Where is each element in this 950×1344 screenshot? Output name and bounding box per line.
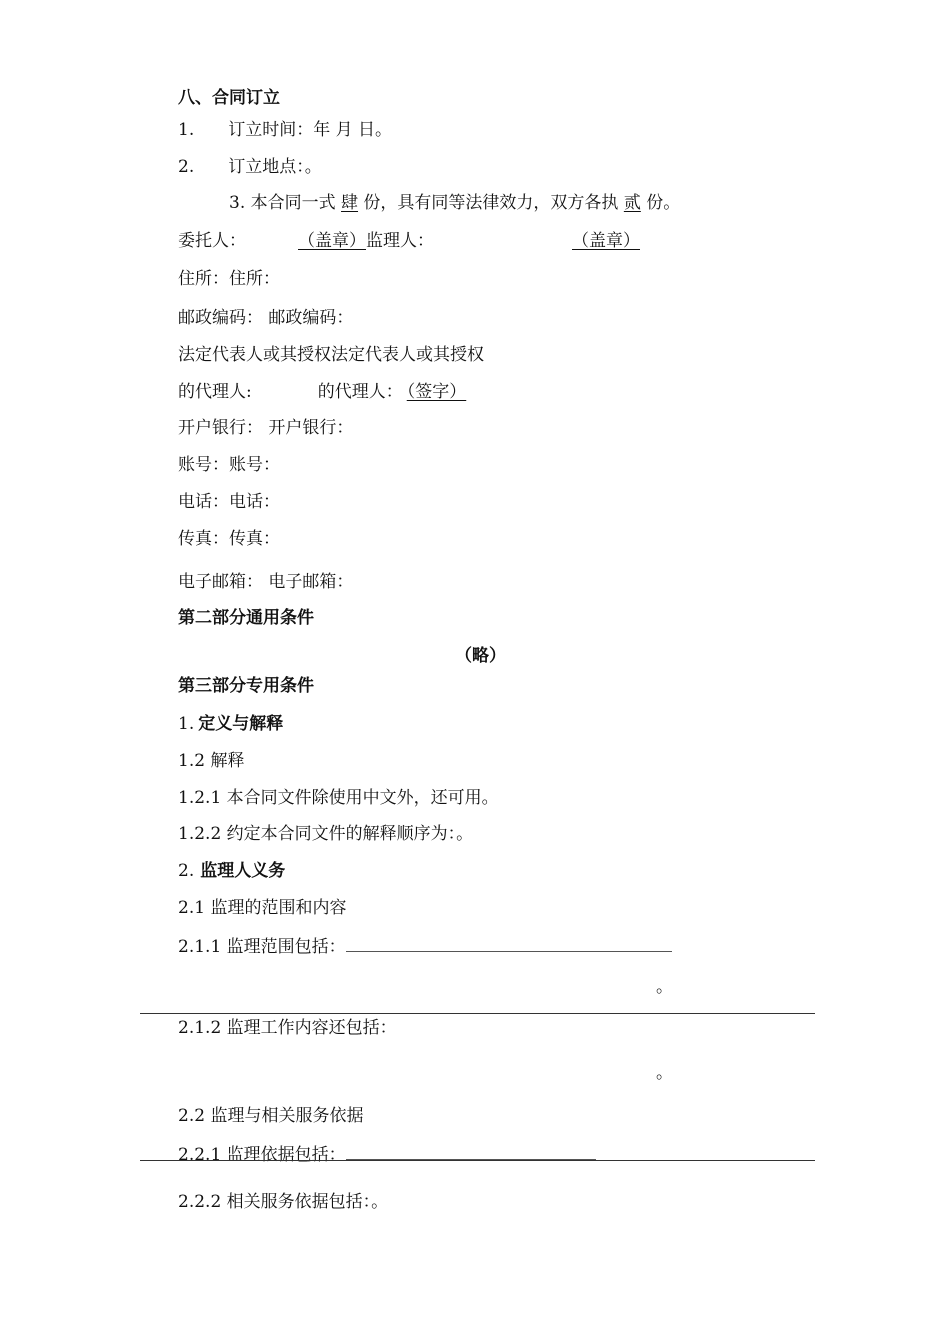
clause-2-2-2: 2.2.2 相关服务依据包括：。 bbox=[178, 1192, 389, 1212]
clause-1-2-2: 1.2.2 约定本合同文件的解释顺序为：。 bbox=[178, 824, 474, 844]
section-8-heading: 八、合同订立 bbox=[178, 88, 280, 108]
part-3-title: 第三部分专用条件 bbox=[178, 676, 314, 696]
supervisor-label: 监理人： bbox=[366, 231, 434, 251]
client-label: 委托人： bbox=[178, 231, 246, 251]
signing-time-text: 订立时间：年 月 日。 bbox=[228, 120, 393, 140]
section-2-number: 2. bbox=[178, 861, 195, 881]
basis-label: 2.2.1 监理依据包括： bbox=[178, 1145, 346, 1165]
scope-label: 2.1.1 监理范围包括： bbox=[178, 937, 346, 957]
basis-blank bbox=[346, 1143, 596, 1160]
item-signing-time bbox=[178, 120, 392, 140]
postcode-row: 邮政编码： 邮政编码： bbox=[178, 308, 354, 328]
scope-blank bbox=[346, 935, 672, 952]
content-end-period: 。 bbox=[656, 1063, 673, 1083]
section-1-number: 1. bbox=[178, 714, 195, 734]
fax-row: 传真：传真： bbox=[178, 529, 280, 549]
signing-place-text: 订立地点：。 bbox=[228, 157, 322, 177]
section-1-heading bbox=[178, 714, 283, 734]
signature-parties-row bbox=[178, 231, 648, 251]
scope-end-period: 。 bbox=[656, 977, 673, 997]
client-seal: （盖章） bbox=[298, 231, 366, 251]
clause-2-1: 2.1 监理的范围和内容 bbox=[178, 898, 347, 918]
divider-line bbox=[140, 1013, 815, 1014]
section-2-heading bbox=[178, 861, 285, 881]
copies-prefix: 3. 本合同一式 bbox=[229, 193, 342, 213]
copies-suffix: 份。 bbox=[640, 193, 681, 213]
supervisor-seal: （盖章） bbox=[572, 231, 640, 251]
phone-row: 电话：电话： bbox=[178, 492, 280, 512]
agent-signature: （签字） bbox=[406, 382, 467, 402]
section-2-title: 监理人义务 bbox=[200, 861, 286, 881]
clause-2-1-1 bbox=[178, 935, 672, 957]
clause-2-2: 2.2 监理与相关服务依据 bbox=[178, 1106, 364, 1126]
item-copies bbox=[229, 193, 680, 213]
bank-row: 开户银行： 开户银行： bbox=[178, 418, 354, 438]
copies-middle: 份，具有同等法律效力，双方各执 bbox=[358, 193, 624, 213]
item-number: 2. bbox=[178, 157, 195, 177]
address-row: 住所：住所： bbox=[178, 269, 280, 289]
email-row: 电子邮箱： 电子邮箱： bbox=[178, 572, 354, 592]
item-number: 1. bbox=[178, 120, 195, 140]
part-2-omitted: （略） bbox=[455, 646, 506, 666]
agent-row bbox=[178, 382, 466, 402]
section-1-title: 定义与解释 bbox=[198, 714, 284, 734]
copies-count: 肆 bbox=[341, 193, 359, 213]
clause-2-1-2: 2.1.2 监理工作内容还包括： bbox=[178, 1018, 397, 1038]
clause-1-2: 1.2 解释 bbox=[178, 751, 245, 771]
copies-each: 贰 bbox=[623, 193, 641, 213]
item-signing-place bbox=[178, 157, 322, 177]
divider-line bbox=[140, 1160, 815, 1161]
clause-1-2-1: 1.2.1 本合同文件除使用中文外，还可用。 bbox=[178, 788, 499, 808]
account-row: 账号：账号： bbox=[178, 455, 280, 475]
agent-label-client: 的代理人: bbox=[178, 382, 252, 402]
agent-label-supervisor: 的代理人： bbox=[317, 382, 403, 402]
legal-rep-row: 法定代表人或其授权法定代表人或其授权 bbox=[178, 345, 484, 365]
part-2-title: 第二部分通用条件 bbox=[178, 608, 314, 628]
clause-2-2-1 bbox=[178, 1143, 596, 1165]
